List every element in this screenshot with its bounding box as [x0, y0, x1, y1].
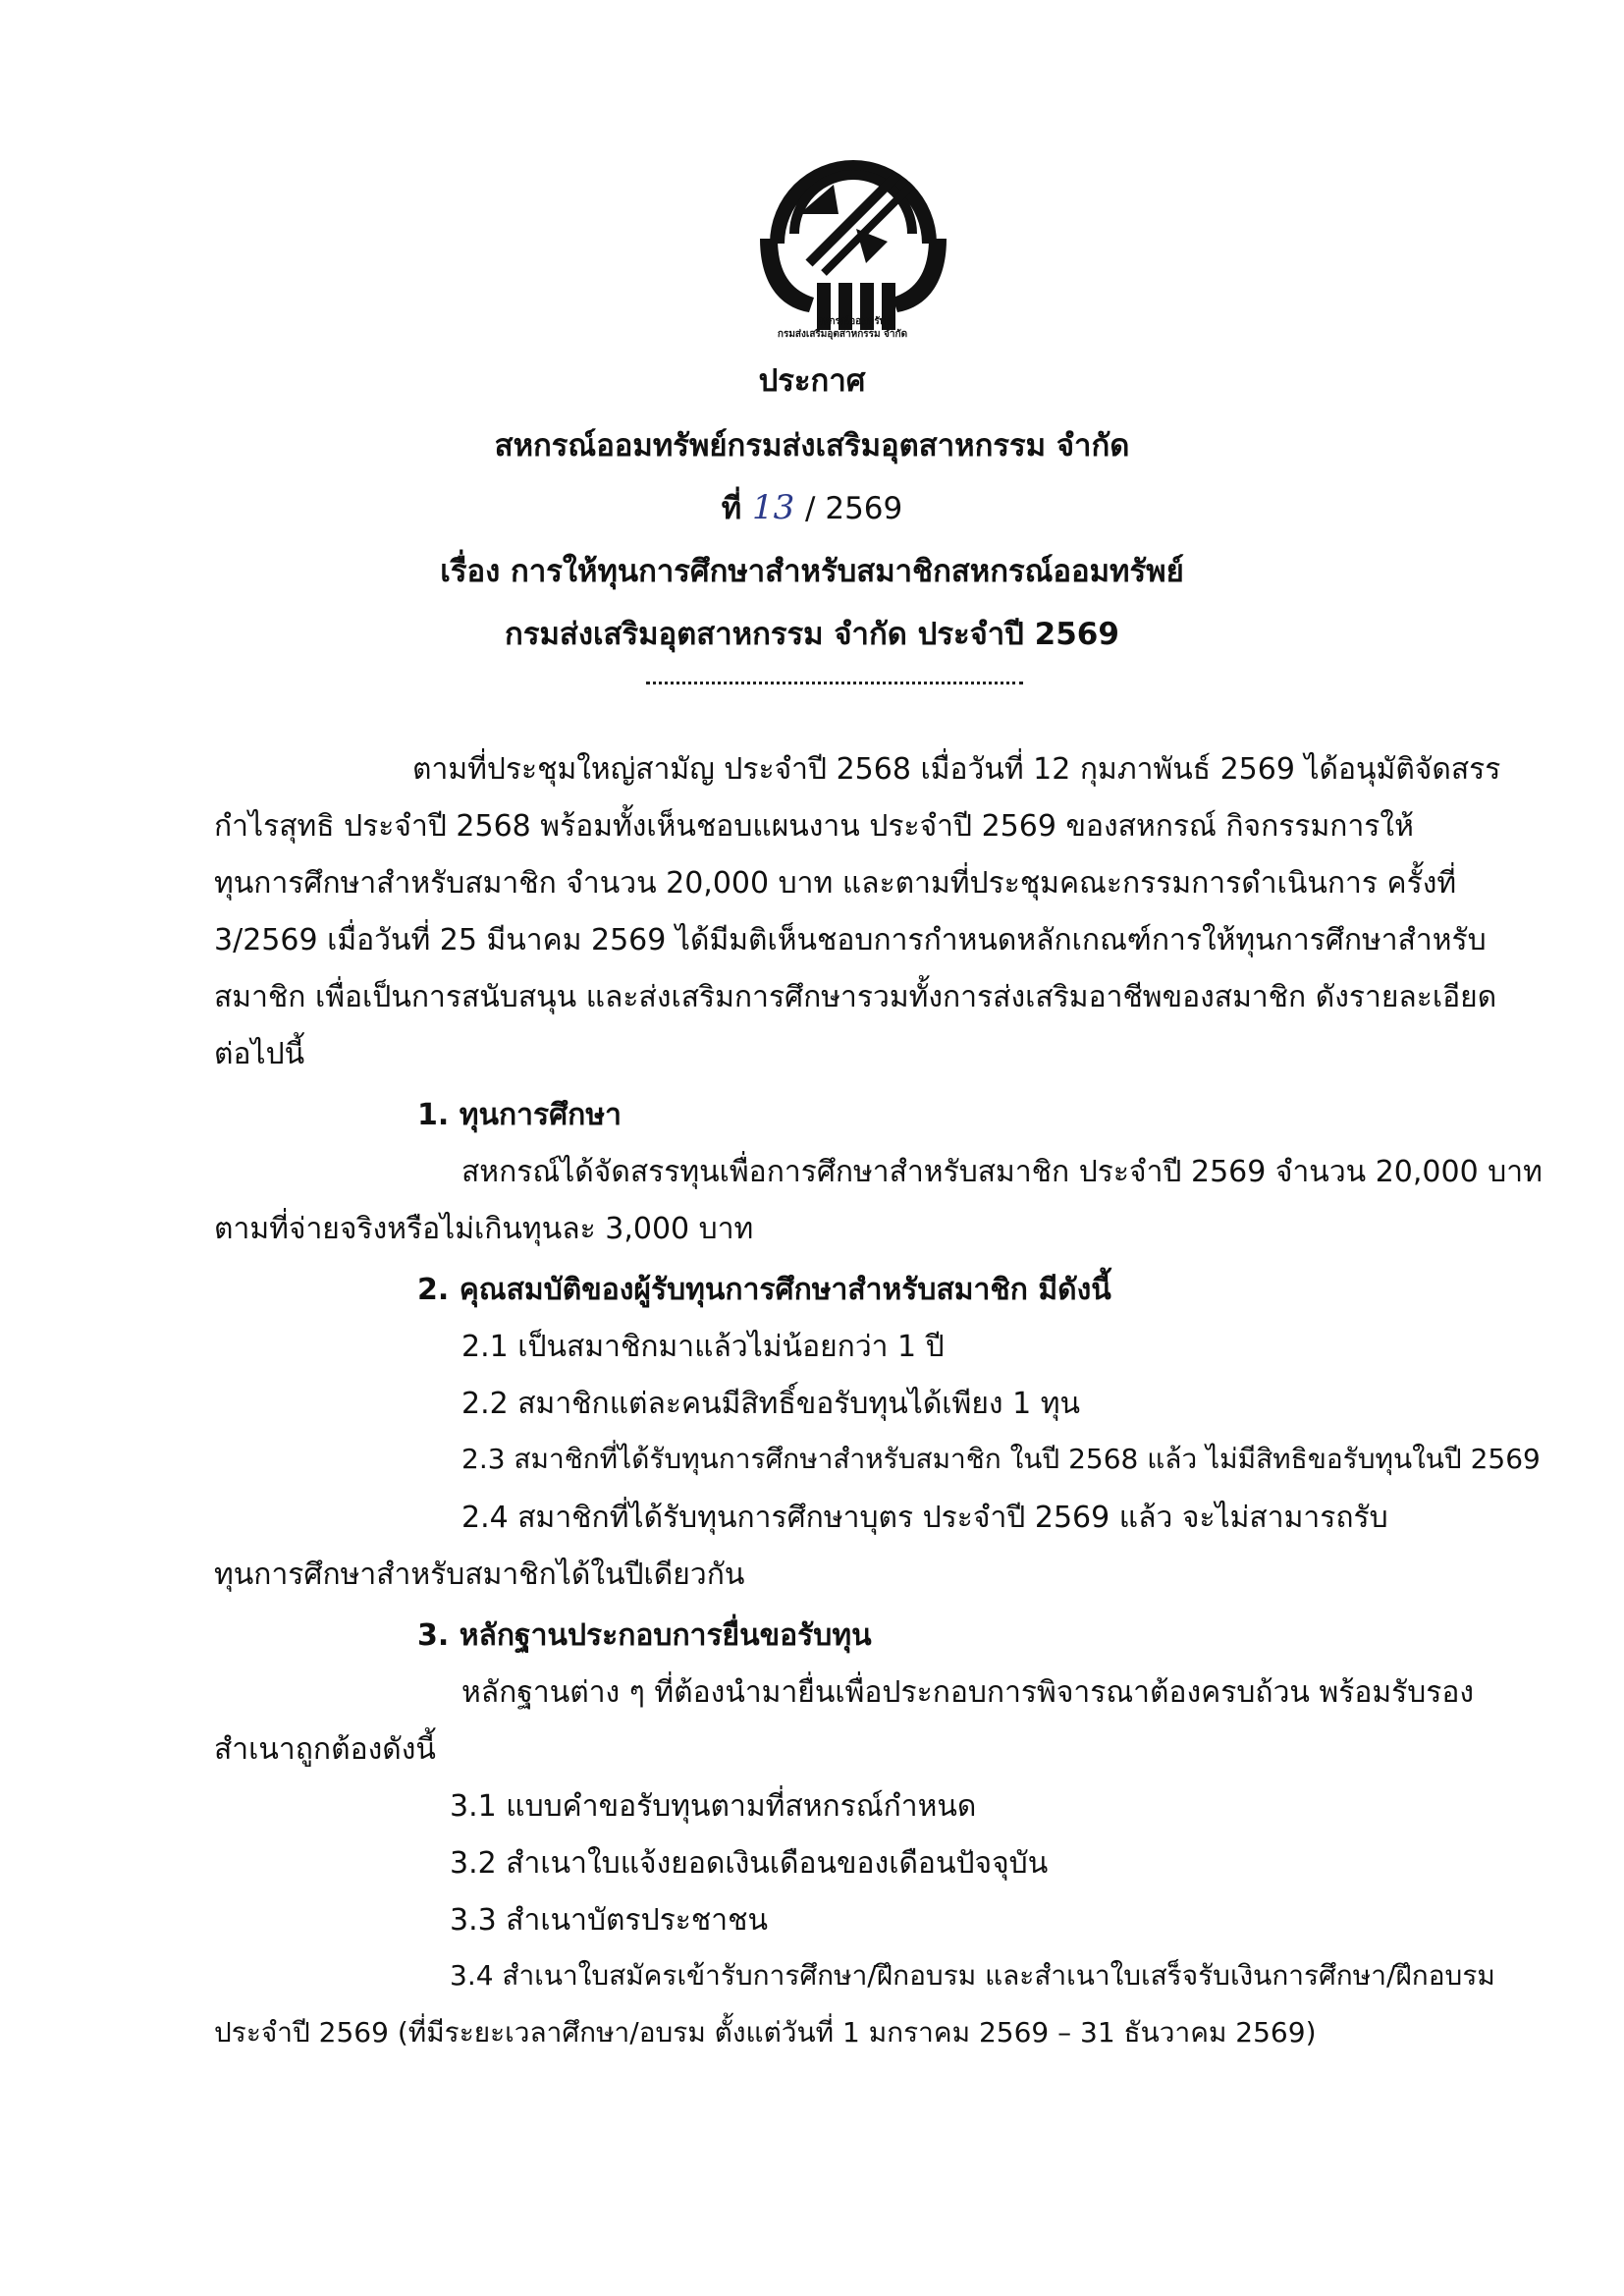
section-3-item-4-line-2: ประจำปี 2569 (ที่มีระยะเวลาศึกษา/อบรม ตั้งแต่วันที่ 1 มกราคม 2569 – 31 ธันวาคม 2569) — [214, 2016, 1317, 2049]
number-suffix: / 2569 — [805, 491, 903, 526]
logo-emblem-icon — [740, 116, 966, 342]
intro-line-3: ทุนการศึกษาสำหรับสมาชิก จำนวน 20,000 บาท และตามที่ประชุมคณะกรรมการดำเนินการ ครั้งที่ — [214, 866, 1457, 901]
section-1-line-2: ตามที่จ่ายจริงหรือไม่เกินทุนละ 3,000 บาท — [214, 1212, 754, 1246]
section-2-item-3: 2.3 สมาชิกที่ได้รับทุนการศึกษาสำหรับสมาชิก ในปี 2568 แล้ว ไม่มีสิทธิขอรับทุนในปี 2569 — [461, 1443, 1541, 1475]
number-handwritten: 13 — [751, 488, 795, 527]
organization-name: สหกรณ์ออมทรัพย์กรมส่งเสริมอุตสาหกรรม จำกัด — [494, 428, 1130, 464]
subject-line-2: กรมส่งเสริมอุตสาหกรรม จำกัด ประจำปี 2569 — [505, 617, 1119, 652]
announcement-number — [0, 483, 1624, 532]
section-2-item-4-line-2: ทุนการศึกษาสำหรับสมาชิกได้ในปีเดียวกัน — [214, 1558, 745, 1592]
intro-line-4: 3/2569 เมื่อวันที่ 25 มีนาคม 2569 ได้มีมติเห็นชอบการกำหนดหลักเกณฑ์การให้ทุนการศึกษาสำหรับ — [214, 923, 1487, 957]
section-3-intro-line-1: หลักฐานต่าง ๆ ที่ต้องนำมายื่นเพื่อประกอบการพิจารณาต้องครบถ้วน พร้อมรับรอง — [461, 1675, 1475, 1710]
section-3-heading: 3. หลักฐานประกอบการยื่นขอรับทุน — [417, 1618, 872, 1653]
logo-org-line1: สหกรณ์ออมทรัพย์ — [816, 316, 893, 327]
cooperative-logo — [740, 116, 966, 342]
section-3-item-2: 3.2 สำเนาใบแจ้งยอดเงินเดือนของเดือนปัจจุบัน — [450, 1846, 1049, 1881]
header-divider — [646, 682, 1023, 684]
number-prefix: ที่ — [721, 491, 742, 526]
logo-org-line2: กรมส่งเสริมอุตสาหกรรม จำกัด — [777, 329, 908, 340]
intro-line-2: กำไรสุทธิ ประจำปี 2568 พร้อมทั้งเห็นชอบแผนงาน ประจำปี 2569 ของสหกรณ์ กิจกรรมการให้ — [214, 809, 1414, 844]
intro-line-1: ตามที่ประชุมใหญ่สามัญ ประจำปี 2568 เมื่อวันที่ 12 กุมภาพันธ์ 2569 ได้อนุมัติจัดสรร — [412, 752, 1501, 787]
section-1-line-1: สหกรณ์ได้จัดสรรทุนเพื่อการศึกษาสำหรับสมาชิก ประจำปี 2569 จำนวน 20,000 บาท — [461, 1155, 1543, 1189]
section-3-item-3: 3.3 สำเนาบัตรประชาชน — [450, 1903, 768, 1938]
section-2-item-1: 2.1 เป็นสมาชิกมาแล้วไม่น้อยกว่า 1 ปี — [461, 1330, 945, 1364]
subject-line-1: เรื่อง การให้ทุนการศึกษาสำหรับสมาชิกสหกรณ์ออมทรัพย์ — [440, 554, 1184, 589]
section-1-heading: 1. ทุนการศึกษา — [417, 1098, 622, 1132]
announce-title: ประกาศ — [758, 363, 866, 399]
intro-line-5: สมาชิก เพื่อเป็นการสนับสนุน และส่งเสริมการศึกษารวมทั้งการส่งเสริมอาชีพของสมาชิก ดังรายละเอียด — [214, 980, 1497, 1014]
section-2-item-4-line-1: 2.4 สมาชิกที่ได้รับทุนการศึกษาบุตร ประจำปี 2569 แล้ว จะไม่สามารถรับ — [461, 1501, 1388, 1535]
intro-line-6: ต่อไปนี้ — [214, 1037, 305, 1071]
section-2-heading: 2. คุณสมบัติของผู้รับทุนการศึกษาสำหรับสมาชิก มีดังนี้ — [417, 1273, 1111, 1307]
section-3-item-1: 3.1 แบบคำขอรับทุนตามที่สหกรณ์กำหนด — [450, 1789, 977, 1824]
section-3-intro-line-2: สำเนาถูกต้องดังนี้ — [214, 1732, 436, 1767]
section-3-item-4-line-1: 3.4 สำเนาใบสมัครเข้ารับการศึกษา/ฝึกอบรม และสำเนาใบเสร็จรับเงินการศึกษา/ฝึกอบรม — [450, 1959, 1495, 1992]
section-2-item-2: 2.2 สมาชิกแต่ละคนมีสิทธิ์ขอรับทุนได้เพียง 1 ทุน — [461, 1387, 1080, 1421]
